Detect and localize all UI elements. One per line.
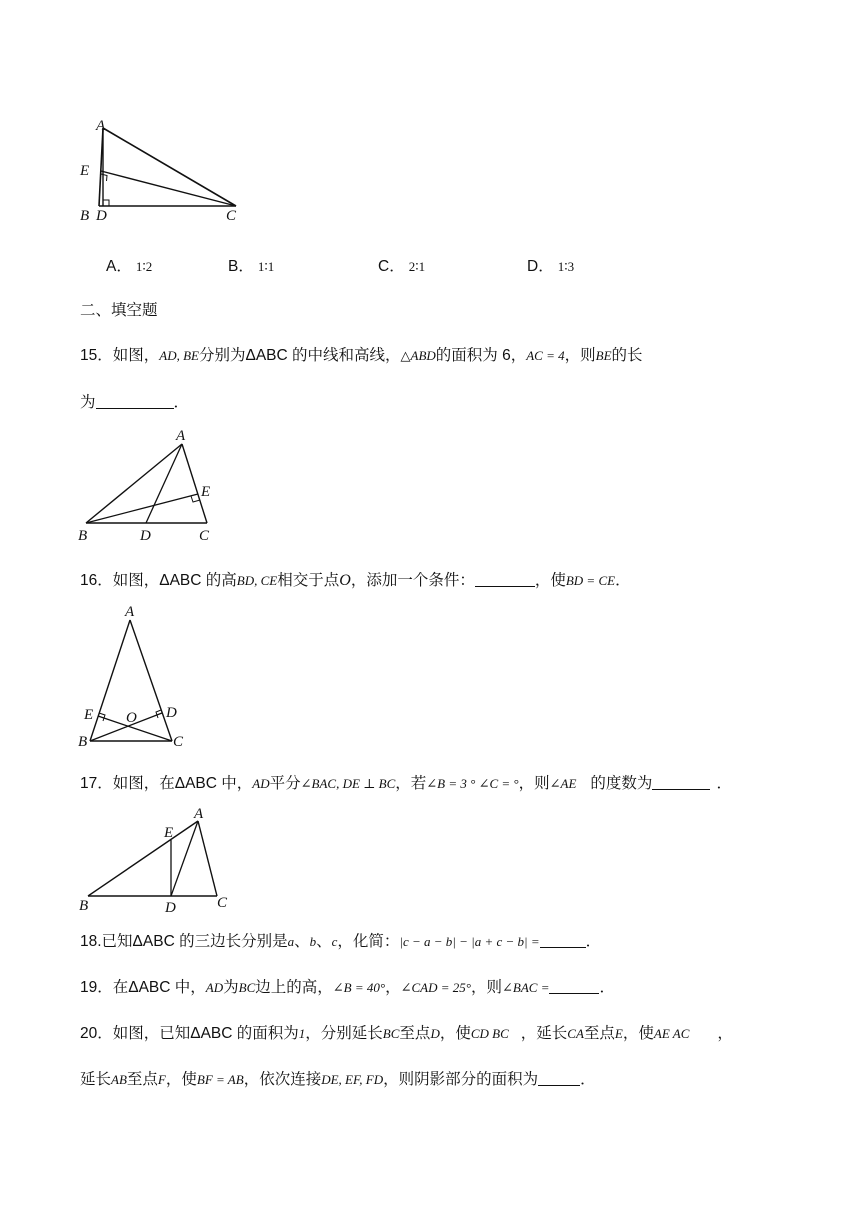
label-d: D <box>165 900 176 916</box>
text: ，分别延长 <box>305 1025 383 1042</box>
q17-number: 17．如图，在ΔABC 中， <box>80 775 253 792</box>
math: AD, BE <box>159 348 199 363</box>
answer-blank-15[interactable] <box>96 394 174 409</box>
label-a: A <box>194 806 204 822</box>
option-d[interactable] <box>527 254 574 276</box>
math: c <box>331 934 338 949</box>
option-value: 1∶3 <box>557 259 575 274</box>
bisector-ad <box>171 821 198 896</box>
q16-number: 16．如图，ΔABC 的高 <box>80 572 237 589</box>
math: ∠B = 40° <box>332 980 386 995</box>
label-b: B <box>79 898 89 914</box>
text: 的面积为 6， <box>435 347 527 364</box>
option-value: 2∶1 <box>408 259 426 274</box>
option-letter: C． <box>378 258 405 275</box>
text: 至点 <box>399 1025 431 1042</box>
text: 为 <box>223 979 239 996</box>
math: AE AC <box>653 1026 690 1041</box>
side-ab <box>90 620 130 741</box>
text: 相交于点 <box>277 572 340 589</box>
text: ． <box>585 933 602 950</box>
math: BD, CE <box>236 573 278 588</box>
option-value: 1∶2 <box>135 259 153 274</box>
math: b <box>309 934 317 949</box>
math: O <box>339 572 351 589</box>
text: 的长 <box>611 347 643 364</box>
text: ，依次连接 <box>243 1071 322 1088</box>
math: F <box>157 1072 166 1087</box>
text: ，使 <box>165 1071 197 1088</box>
math: E <box>614 1026 623 1041</box>
label-d: D <box>140 528 151 544</box>
text: 延长 <box>80 1071 112 1088</box>
text: ，则 <box>518 775 550 792</box>
text: ． <box>580 1071 596 1088</box>
text: 、 <box>316 933 332 950</box>
label-o: O <box>126 710 137 726</box>
math: DE, EF, FD <box>321 1072 384 1087</box>
text: ，若 <box>395 775 427 792</box>
section-title: 二、填空题 <box>80 302 158 319</box>
answer-blank-16[interactable] <box>475 572 535 587</box>
text: ，则 <box>470 979 502 996</box>
answer-blank-18[interactable] <box>540 933 586 948</box>
side-ac <box>198 821 217 896</box>
label-e: E <box>201 484 211 500</box>
text: 至点 <box>583 1025 615 1042</box>
text: 平分 <box>269 775 301 792</box>
math: BD = CE <box>565 573 616 588</box>
label-a: A <box>176 428 186 444</box>
question-15-cont <box>80 390 189 412</box>
math: BC <box>238 980 256 995</box>
text: 的度数为 <box>590 775 653 792</box>
right-angle-mark-d <box>103 200 109 206</box>
option-b[interactable] <box>228 254 274 276</box>
math: ∠BAC, DE ⊥ BC <box>300 776 396 791</box>
label-e: E <box>164 825 174 841</box>
label-c: C <box>199 528 210 544</box>
figure-triangle-abc-q15 <box>74 426 234 548</box>
option-letter: B． <box>228 258 254 275</box>
math: CD BC <box>470 1026 509 1041</box>
text: ，延长 <box>520 1025 568 1042</box>
math: AB <box>111 1072 127 1087</box>
label-c: C <box>173 734 184 750</box>
math: D <box>430 1026 440 1041</box>
median-ad <box>146 444 182 523</box>
label-d: D <box>166 705 177 721</box>
label-c: C <box>217 895 228 911</box>
question-18 <box>80 929 601 951</box>
text: 边上的高， <box>255 979 333 996</box>
side-ab <box>88 821 198 896</box>
text: ，使 <box>439 1025 471 1042</box>
question-15 <box>80 343 643 365</box>
math: 1 <box>298 1026 306 1041</box>
label-b: B <box>78 734 88 750</box>
option-a[interactable] <box>106 254 152 276</box>
segment-ce <box>101 171 236 206</box>
label-a: A <box>96 118 106 134</box>
figure-triangle-abc-q16 <box>74 600 194 752</box>
question-17 <box>80 771 732 793</box>
math: CA <box>567 1026 584 1041</box>
question-19 <box>80 975 615 997</box>
option-letter: A． <box>106 258 132 275</box>
answer-blank-19[interactable] <box>549 979 599 994</box>
math: a <box>287 934 295 949</box>
label-e: E <box>80 163 90 179</box>
option-c[interactable] <box>378 254 425 276</box>
label-a: A <box>125 604 135 620</box>
label-c: C <box>226 208 237 224</box>
text: ． <box>615 572 631 589</box>
text: 分别为ΔABC 的中线和高线， <box>198 347 401 364</box>
option-value: 1∶1 <box>257 259 275 274</box>
option-letter: D． <box>527 258 554 275</box>
math: ∠BAC = <box>502 980 550 995</box>
figure-triangle-abc-q14 <box>74 112 254 228</box>
text: ，则阴影部分的面积为 <box>383 1071 539 1088</box>
text: 为 <box>80 394 96 411</box>
math: AC = 4 <box>526 348 565 363</box>
math: ∠B = 3 ° ∠C = ° <box>426 776 519 791</box>
text: ． <box>599 979 615 996</box>
q19-number: 19．在ΔABC 中， <box>80 979 206 996</box>
answer-blank-20[interactable] <box>538 1071 580 1086</box>
question-20 <box>80 1021 733 1043</box>
text: ． <box>173 394 190 411</box>
text: 、 <box>294 933 310 950</box>
math: BF = AB <box>196 1072 244 1087</box>
figure-triangle-abc-q17 <box>74 804 244 916</box>
answer-blank-17[interactable] <box>652 775 710 790</box>
question-16 <box>80 568 631 590</box>
text: ，化简： <box>337 933 400 950</box>
math: AD <box>252 776 270 791</box>
q18-number: 18.已知ΔABC 的三边长分别是 <box>80 933 288 950</box>
text: 至点 <box>126 1071 158 1088</box>
text: ， <box>717 1025 733 1042</box>
math: ∠CAD = 25° <box>400 980 471 995</box>
math: BE <box>595 348 612 363</box>
label-b: B <box>80 208 90 224</box>
question-20-cont <box>80 1067 596 1089</box>
text: ，使 <box>622 1025 654 1042</box>
q20-number: 20．如图，已知ΔABC 的面积为 <box>80 1025 299 1042</box>
math: △ABD <box>400 348 436 363</box>
text: ，则 <box>564 347 596 364</box>
math: ∠AE <box>549 776 577 791</box>
label-e: E <box>84 707 94 723</box>
label-b: B <box>78 528 88 544</box>
math: BC <box>382 1026 400 1041</box>
label-d: D <box>96 208 107 224</box>
right-angle-mark-e <box>101 174 107 181</box>
math: AD <box>205 980 224 995</box>
text: ，使 <box>534 572 566 589</box>
text: ，添加一个条件： <box>350 572 475 589</box>
side-ac <box>103 128 236 206</box>
text: ． <box>716 775 732 792</box>
text: ， <box>385 979 401 996</box>
math: |c − a − b| − |a + c − b| = <box>399 934 540 949</box>
q15-number: 15．如图， <box>80 347 160 364</box>
